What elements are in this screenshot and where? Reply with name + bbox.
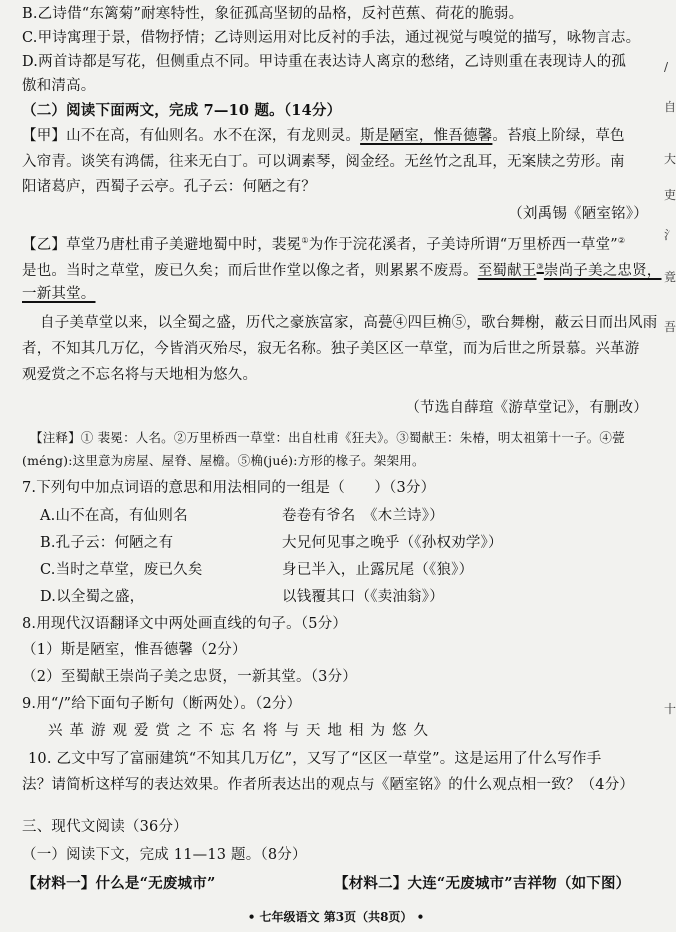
- note-marker: ①: [301, 236, 309, 245]
- q7-option-c: C.当时之草堂，废已久矣: [40, 562, 203, 578]
- material-1-title: 【材料一】什么是“无废城市”: [22, 875, 216, 892]
- section-2-heading: （二）阅读下面两文，完成 7—10 题。（14分）: [22, 102, 342, 119]
- edge-char: 大: [664, 152, 676, 166]
- edge-char: 吾: [664, 320, 676, 334]
- annotation-line-2: (méng):这里意为房屋、屋脊、屋檐。⑤桷(jué):方形的椽子。架架用。: [22, 453, 425, 468]
- q7-option-b-pair: 大兄何见事之晚乎（《孙权劝学》）: [282, 535, 503, 551]
- q7-option-d-pair: 以钱覆其口（《卖油翁》）: [282, 589, 444, 605]
- edge-char: /: [664, 60, 669, 74]
- text-yi-line-4: 自子美草堂以来，以全蜀之盛，历代之豪族富家，高甍④四巨桷⑤，歌台舞榭，蔽云日而出风雨: [40, 315, 658, 331]
- option-c-line: C.甲诗寓理于景，借物抒情；乙诗则运用对比反衬的手法，通过视觉与嗅觉的描写，咏物言志。: [22, 30, 641, 46]
- edge-char: 十: [664, 702, 676, 716]
- underlined-sentence-2: 至蜀献王: [477, 262, 537, 279]
- question-8: 8.用现代汉语翻译文中两处画直线的句子。（5分）: [22, 616, 348, 632]
- page-footer: • 七年级语文 第3页（共8页） •: [247, 910, 425, 924]
- text-yi-line-1: [22, 231, 625, 255]
- question-8-part-2: （2）至蜀献王崇尚子美之忠贤，一新其堂。（3分）: [22, 669, 357, 685]
- question-7: 7.下列句中加点词语的意思和用法相同的一组是（ ）（3分）: [22, 480, 436, 496]
- underlined-sentence-1: 斯是陋室，惟吾德馨: [360, 128, 493, 144]
- question-10-line-2: 法？请简析这样写的表达效果。作者所表达出的观点与《陋室铭》的什么观点相一致？（4分）: [22, 777, 635, 793]
- text-yi-part: 为作于浣花溪者，子美诗所谓“万里桥西一草堂”: [308, 236, 618, 253]
- question-8-part-1: （1）斯是陋室，惟吾德馨（2分）: [22, 642, 247, 658]
- q7-option-a: A.山不在高，有仙则名: [40, 508, 188, 524]
- edge-char: 自: [664, 100, 676, 114]
- text-jia-source: （刘禹锡《陋室铭》）: [508, 206, 648, 222]
- q7-option-b: B.孔子云：何陋之有: [40, 535, 174, 551]
- underlined-sentence-2-cont: 一新其堂。: [22, 286, 96, 302]
- section-3-heading: 三、现代文阅读（36分）: [22, 819, 188, 835]
- text-yi-line-3: [22, 284, 96, 304]
- text-yi-line-5: 者，不知其几万亿，今皆消灭殆尽，寂无名称。独子美区区一草堂，而为后世之所景慕。兴革游: [22, 341, 640, 357]
- text-yi-line-6: 观爱赏之不忘名将与天地相为悠久。: [22, 367, 258, 383]
- underlined-sentence-2: 崇尚子美之忠贤，: [543, 262, 662, 279]
- section-3-subheading: （一）阅读下文，完成 11—13 题。（8分）: [22, 847, 307, 863]
- text-yi-source: （节选自薛瑄《游草堂记》，有删改）: [405, 400, 648, 416]
- text-yi-part: 【乙】草堂乃唐杜甫子美避地蜀中时，裴冕: [22, 236, 302, 253]
- question-9-sentence: 兴革游观爱赏之不忘名将与天地相为悠久: [48, 723, 435, 739]
- q7-option-c-pair: 身已半入，止露尻尾（《狼》）: [282, 562, 474, 578]
- text-yi-line-2: [22, 257, 662, 281]
- option-b-line: B.乙诗借“东篱菊”耐寒特性，象征孤高坚韧的品格，反衬芭蕉、荷花的脆弱。: [22, 6, 524, 22]
- option-d-line-cont: 傲和清高。: [22, 78, 96, 94]
- text-jia-line-2: 入帘青。谈笑有鸿儒，往来无白丁。可以调素琴，阅金经。无丝竹之乱耳，无案牍之劳形。南: [22, 154, 625, 170]
- question-10-line-1: 10. 乙文中写了富丽建筑“不知其几万亿”，又写了“区区一草堂”。这是运用了什么写作手: [28, 751, 602, 767]
- option-d-line: D.两首诗都是写花，但侧重点不同。甲诗重在表达诗人离京的愁绪，乙诗则重在表现诗人的孤: [22, 54, 627, 70]
- annotation-line-1: 【注释】① 裴冕：人名。②万里桥西一草堂：出自杜甫《狂夫》。③蜀献王：朱椿，明太祖第十一子。④甍: [30, 430, 625, 445]
- text-jia-line-1: [22, 126, 625, 146]
- text-jia-part: 【甲】山不在高，有仙则名。水不在深，有龙则灵。: [22, 128, 361, 144]
- q7-option-a-pair: 卷卷有爷名 《木兰诗》）: [282, 508, 444, 524]
- edge-char: 竟: [664, 270, 676, 284]
- question-9: 9.用“/”给下面句子断句（断两处）。（2分）: [22, 696, 302, 712]
- edge-char: 氵: [664, 228, 676, 242]
- note-marker: ③: [536, 262, 544, 271]
- note-marker: ②: [617, 236, 626, 245]
- text-jia-line-3: 阳诸葛庐，西蜀子云亭。孔子云：何陋之有？: [22, 179, 316, 195]
- material-2-title: 【材料二】大连“无废城市”吉祥物（如下图）: [334, 875, 631, 892]
- q7-option-d: D.以全蜀之盛，: [40, 589, 145, 605]
- text-yi-part: 是也。当时之草堂，废已久矣；而后世作堂以像之者，则累累不废焉。: [22, 262, 478, 279]
- text-jia-part: 。苔痕上阶绿，草色: [492, 128, 625, 144]
- edge-char: 吏: [664, 188, 676, 202]
